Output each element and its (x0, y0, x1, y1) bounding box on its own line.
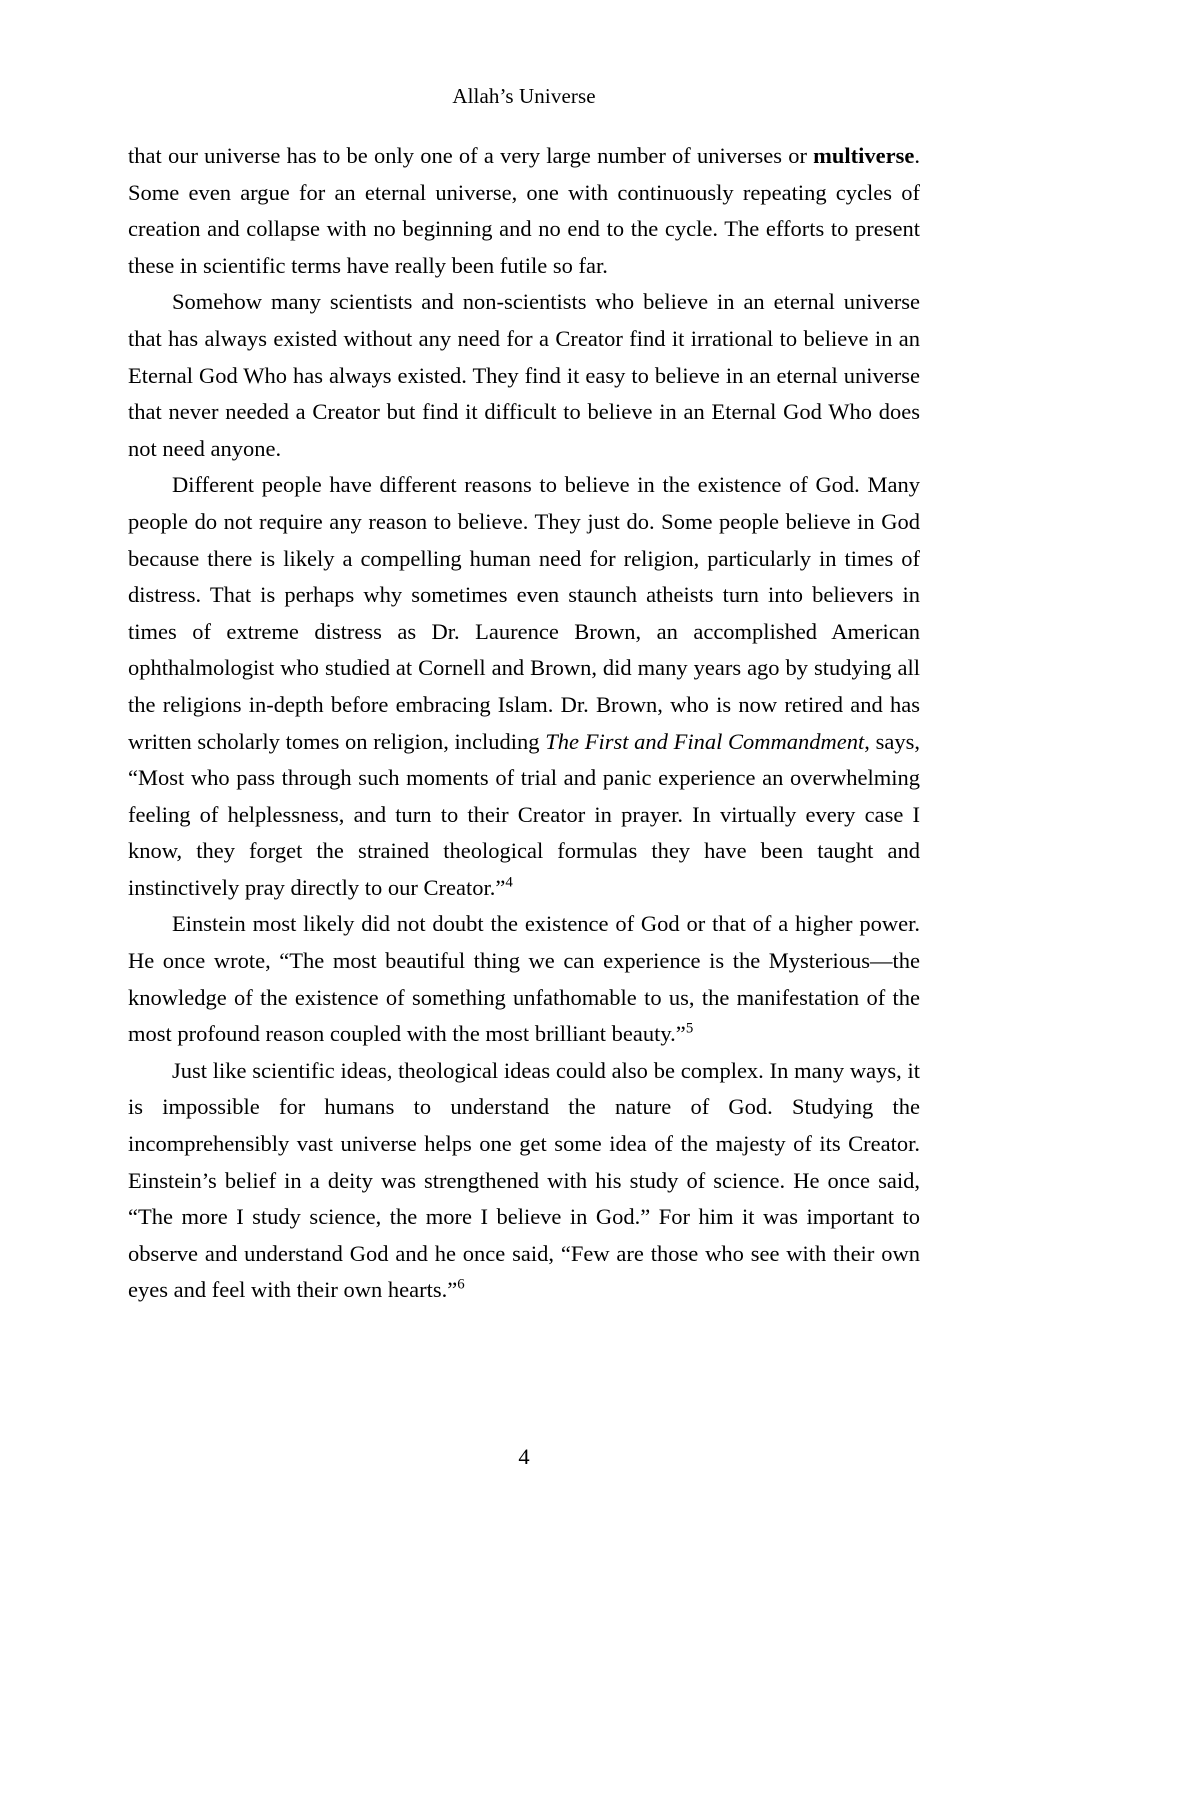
paragraph-1-text-b: . Some even argue for an eternal universe, one with continuously repeating cycles of creation and collapse with no beginning and no end to the cycle. The efforts to present these in scientific terms have really been futile so far. (128, 143, 920, 278)
paragraph-5-text: Just like scientific ideas, theological ideas could also be complex. In many ways, it is impossible for humans to understand the nature of God. Studying the incomprehensibly vast universe helps one get some idea of the majesty of its Creator. Einstein’s belief in a deity was strengthened with his study of science. He once said, “The more I study science, the more I believe in God.” For him it was important to observe and understand God and he once said, “Few are those who see with their own eyes and feel with their own hearts.” (128, 1057, 920, 1303)
running-head: Allah’s Universe (452, 84, 596, 108)
paragraph-3 (128, 467, 920, 906)
paragraph-3-text-a: Different people have different reasons to believe in the existence of God. Many people do not require any reason to believe. They just do. Some people believe in God because there is likely a compelling human need for religion, particularly in times of distress. That is perhaps why sometimes even staunch atheists turn into believers in times of extreme distress as Dr. Laurence Brown, an accomplished American ophthalmologist who studied at Cornell and Brown, did many years ago by studying all the religions in-depth before embracing Islam. Dr. Brown, who is now retired and has written scholarly tomes on religion, including (128, 472, 920, 754)
paragraph-5 (128, 1053, 920, 1309)
paragraph-1-text-a: that our universe has to be only one of a very large number of universes or (128, 143, 814, 168)
footnote-marker-5: 5 (685, 1020, 694, 1037)
page-number: 4 (518, 1444, 530, 1469)
footnote-marker-6: 6 (457, 1276, 465, 1293)
paragraph-2 (128, 284, 920, 467)
paragraph-4 (128, 906, 920, 1052)
paragraph-2-text: Somehow many scientists and non-scientists who believe in an eternal universe that has always existed without any need for a Creator find it irrational to believe in an Eternal God Who has always existed. They find it easy to believe in an eternal universe that never needed a Creator but find it difficult to believe in an Eternal God Who does not need anyone. (128, 289, 920, 461)
paragraph-1 (128, 138, 920, 284)
paragraph-3-text-b: , says, “Most who pass through such moments of trial and panic experience an overwhelming feeling of helplessness, and turn to their Creator in prayer. In virtually every case I know, they forget the strained theological formulas they have been taught and instinctively pray directly to our Creator.” (128, 728, 920, 900)
italic-book-title: The First and Final Commandment (545, 728, 865, 754)
body-text-block (128, 138, 920, 1309)
footnote-marker-4: 4 (505, 874, 513, 891)
paragraph-4-text: Einstein most likely did not doubt the existence of God or that of a higher power. He once wrote, “The most beautiful thing we can experience is the Mysterious—the knowledge of the existence of something unfathomable to us, the manifestation of the most profound reason coupled with the most brilliant beauty.” (128, 911, 920, 1047)
bold-term-multiverse: multiverse (813, 143, 915, 168)
